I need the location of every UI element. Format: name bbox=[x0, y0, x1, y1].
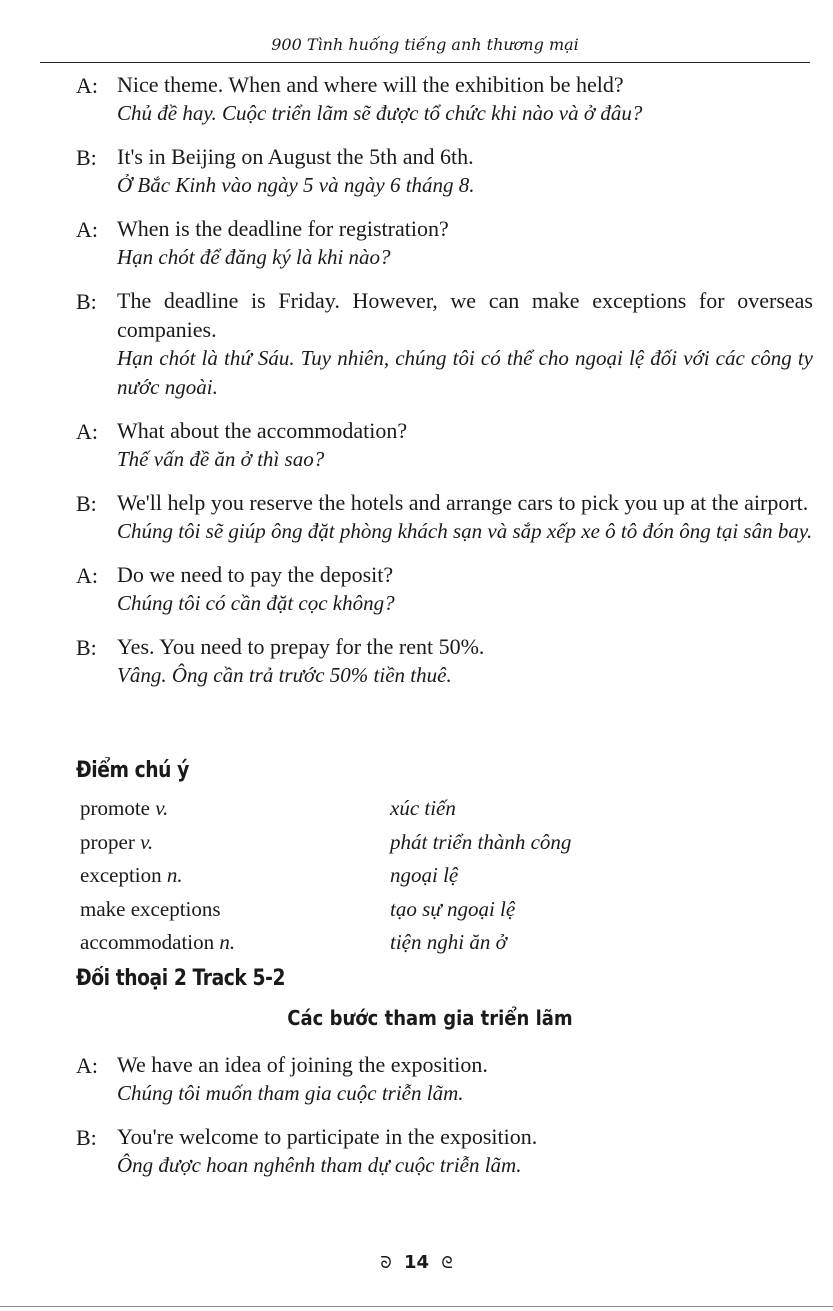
vocab-term-cell bbox=[80, 792, 390, 826]
turn-lines bbox=[117, 1122, 813, 1180]
vocab-term-cell bbox=[80, 859, 390, 893]
dialogue-turn bbox=[0, 1122, 833, 1180]
speaker-label: B: bbox=[76, 289, 97, 314]
vocab-meaning: ngoại lệ bbox=[390, 863, 459, 887]
speaker-label: A: bbox=[76, 73, 98, 98]
speaker-label: A: bbox=[76, 217, 98, 242]
speaker-label: A: bbox=[76, 563, 98, 588]
dialogue-turn bbox=[0, 488, 833, 546]
turn-lines bbox=[117, 142, 813, 200]
vocab-row bbox=[80, 792, 780, 826]
vietnamese-line: Hạn chót để đăng ký là khi nào? bbox=[117, 245, 391, 269]
left-ornament-icon: ᘐ bbox=[380, 1253, 392, 1272]
speaker-label: A: bbox=[76, 1053, 98, 1078]
speaker-label: B: bbox=[76, 491, 97, 516]
vietnamese-line: Chúng tôi sẽ giúp ông đặt phòng khách sạn và sắp xếp xe ô tô đón ông tại sân bay. bbox=[117, 519, 813, 543]
vietnamese-line: Vâng. Ông cần trả trước 50% tiền thuê. bbox=[117, 663, 452, 687]
dialogue-2-subtitle: Các bước tham gia triển lãm bbox=[287, 1006, 573, 1030]
dialogue-1 bbox=[0, 70, 833, 704]
turn-lines bbox=[117, 560, 813, 618]
english-line: When is the deadline for registration? bbox=[117, 216, 449, 241]
turn-lines bbox=[117, 632, 813, 690]
english-line: Yes. You need to prepay for the rent 50%. bbox=[117, 634, 485, 659]
english-line: What about the accommodation? bbox=[117, 418, 408, 443]
vocab-meaning: tạo sự ngoại lệ bbox=[390, 896, 516, 921]
vocab-meaning: tiện nghi ăn ở bbox=[390, 930, 507, 954]
dialogue-turn bbox=[0, 1050, 833, 1108]
speaker-label: A: bbox=[76, 419, 98, 444]
notes-title: Điểm chú ý bbox=[76, 758, 189, 783]
vietnamese-line: Chúng tôi có cần đặt cọc không? bbox=[117, 591, 395, 615]
vocab-term-cell bbox=[80, 893, 390, 927]
turn-lines bbox=[117, 416, 813, 474]
speaker-label: B: bbox=[76, 1125, 97, 1150]
turn-lines bbox=[117, 488, 813, 546]
english-line: The deadline is Friday. However, we can make exceptions for overseas companies. bbox=[117, 288, 813, 342]
dialogue-turn bbox=[0, 70, 833, 128]
vocab-term: accommodation bbox=[80, 930, 215, 954]
page-number bbox=[0, 1252, 833, 1273]
vocab-term-cell bbox=[80, 826, 390, 860]
speaker-label: B: bbox=[76, 635, 97, 660]
turn-lines bbox=[117, 286, 813, 402]
dialogue-turn bbox=[0, 416, 833, 474]
vietnamese-line: Ông được hoan nghênh tham dự cuộc triễn lãm. bbox=[117, 1153, 522, 1177]
vocab-pos: v. bbox=[155, 796, 169, 820]
vocab-meaning: xúc tiến bbox=[390, 796, 456, 820]
turn-lines bbox=[117, 1050, 813, 1108]
vietnamese-line: Hạn chót là thứ Sáu. Tuy nhiên, chúng tôi có thể cho ngoại lệ đối với các công ty nước ngoài. bbox=[117, 346, 813, 399]
dialogue-2-title: Đối thoại 2 Track 5-2 bbox=[76, 966, 286, 991]
vietnamese-line: Ở Bắc Kinh vào ngày 5 và ngày 6 tháng 8. bbox=[117, 173, 475, 197]
vietnamese-line: Chủ đề hay. Cuộc triển lãm sẽ được tổ chức khi nào và ở đâu? bbox=[117, 101, 643, 125]
vocab-row bbox=[80, 926, 780, 960]
vocab-term: make exceptions bbox=[80, 896, 221, 921]
vocab-term: exception bbox=[80, 863, 162, 887]
dialogue-turn bbox=[0, 560, 833, 618]
vocab-term: proper bbox=[80, 829, 135, 854]
english-line: Nice theme. When and where will the exhibition be held? bbox=[117, 72, 624, 97]
vocab-term: promote bbox=[80, 796, 150, 820]
dialogue-2 bbox=[0, 1050, 833, 1194]
vocab-meaning: phát triển thành công bbox=[390, 829, 572, 854]
dialogue-turn bbox=[0, 632, 833, 690]
vocab-row bbox=[80, 893, 780, 927]
english-line: Do we need to pay the deposit? bbox=[117, 562, 394, 587]
vocab-pos: n. bbox=[166, 863, 183, 887]
vocab-row bbox=[80, 826, 780, 860]
turn-lines bbox=[117, 70, 813, 128]
bottom-edge bbox=[0, 1306, 833, 1307]
vocabulary-list bbox=[80, 792, 780, 960]
english-line: We have an idea of joining the exposition. bbox=[117, 1052, 488, 1077]
page-number-value: 14 bbox=[403, 1252, 430, 1273]
english-line: You're welcome to participate in the exposition. bbox=[117, 1124, 538, 1149]
vietnamese-line: Thế vấn đề ăn ở thì sao? bbox=[117, 447, 325, 471]
dialogue-turn bbox=[0, 286, 833, 402]
vietnamese-line: Chúng tôi muốn tham gia cuộc triễn lãm. bbox=[117, 1081, 464, 1105]
vocab-pos: n. bbox=[219, 930, 236, 954]
turn-lines bbox=[117, 214, 813, 272]
english-line: We'll help you reserve the hotels and arrange cars to pick you up at the airport. bbox=[117, 490, 809, 515]
running-header: 900 Tình huống tiếng anh thương mại bbox=[40, 28, 810, 63]
dialogue-turn bbox=[0, 142, 833, 200]
vocab-pos: v. bbox=[140, 829, 154, 854]
vocab-term-cell bbox=[80, 926, 390, 960]
speaker-label: B: bbox=[76, 145, 97, 170]
vocab-row bbox=[80, 859, 780, 893]
dialogue-turn bbox=[0, 214, 833, 272]
english-line: It's in Beijing on August the 5th and 6th. bbox=[117, 144, 474, 169]
right-ornament-icon: ᘓ bbox=[441, 1253, 453, 1272]
